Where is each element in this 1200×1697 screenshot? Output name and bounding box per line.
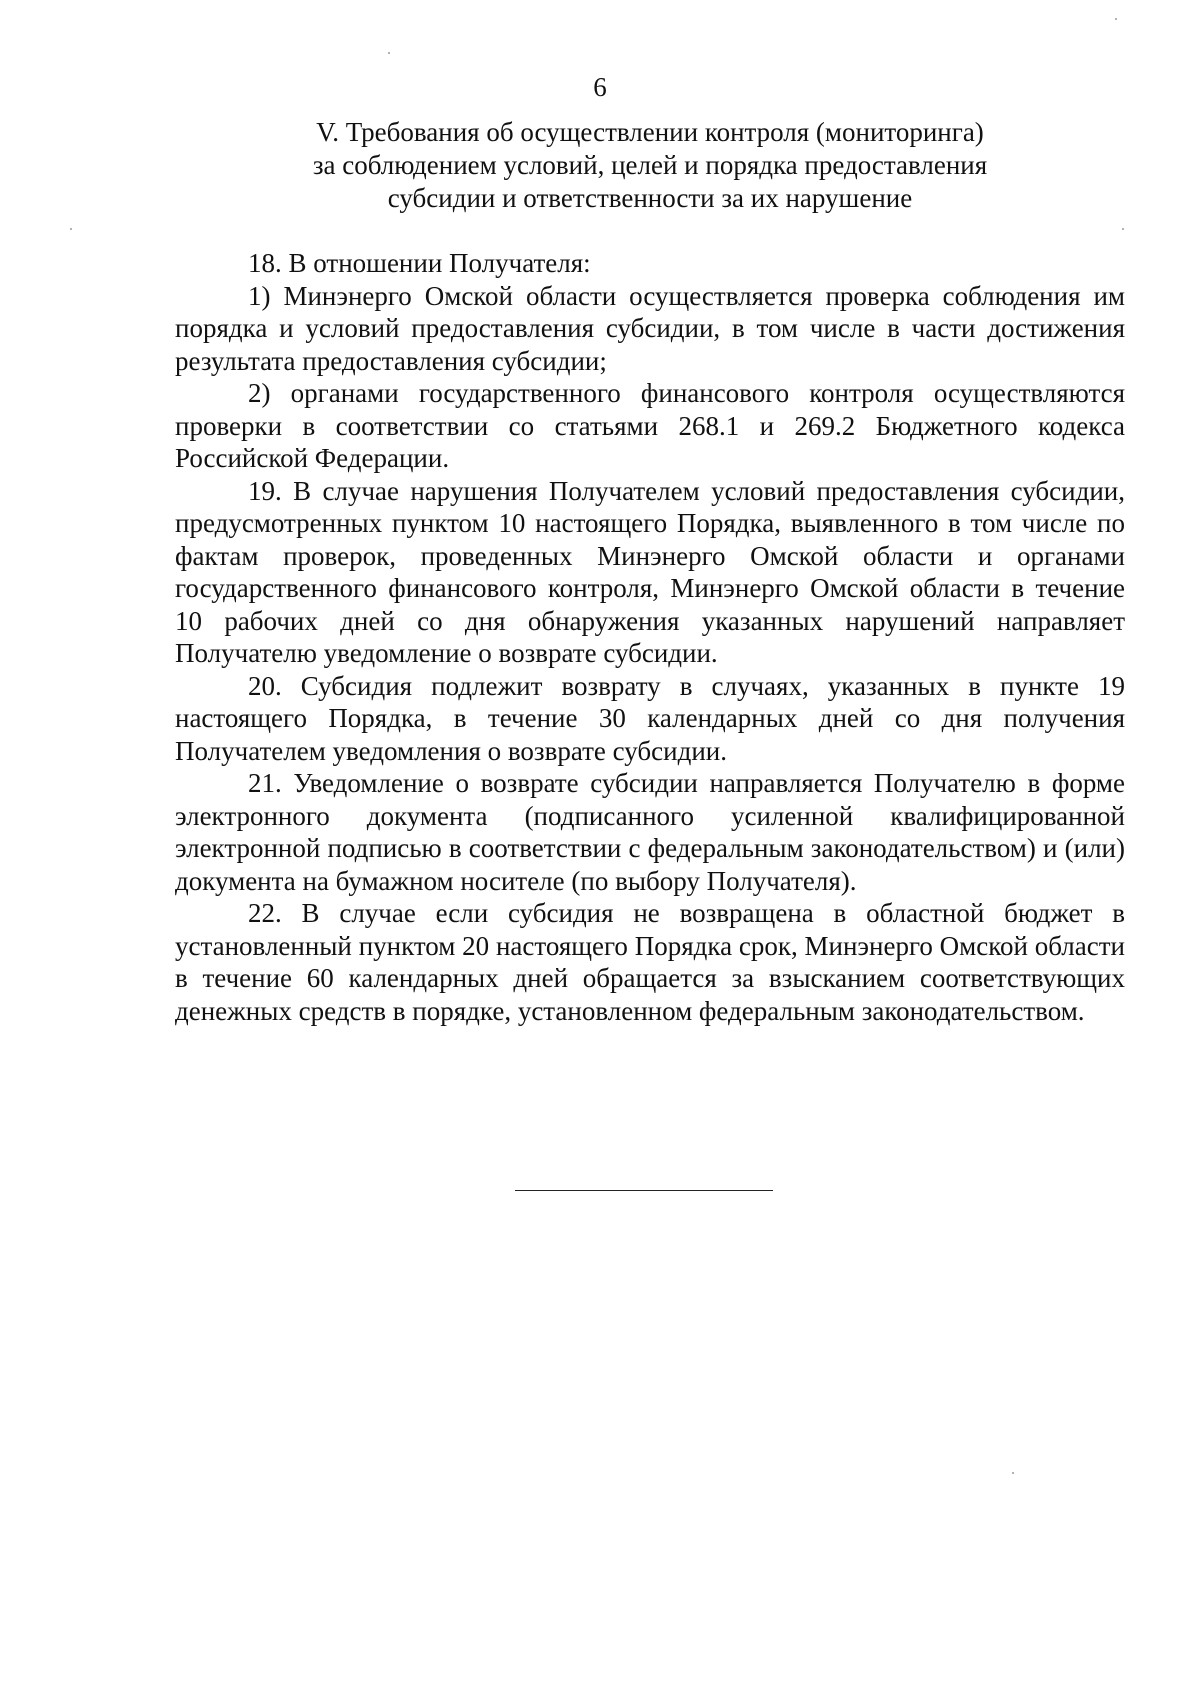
- paragraph-19: 19. В случае нарушения Получателем условий предоставления субсидии, предусмотренных пунктом 10 настоящего Порядка, выявленного в том числе по фактам проверок, проведенных Минэнерго Омской области и органами государственного финансового контроля, Минэнерго Омской области в течение 10 рабочих дней со дня обнаружения указанных нарушений направляет Получателю уведомление о возврате субсидии.: [175, 475, 1125, 668]
- document-body: [175, 247, 1125, 1027]
- scan-speck: [1122, 228, 1124, 230]
- paragraph-21: 21. Уведомление о возврате субсидии направляется Получателю в форме электронного документа (подписанного усиленной квалифицированной электронной подписью в соответствии с федеральным законодательством) и (или) документа на бумажном носителе (по выбору Получателя).: [175, 768, 1125, 896]
- section-title-line: субсидии и ответственности за их нарушение: [387, 183, 913, 213]
- paragraph-18-2: 2) органами государственного финансового контроля осуществляются проверки в соответствии со статьями 268.1 и 269.2 Бюджетного кодекса Российской Федерации.: [175, 378, 1125, 473]
- paragraph-18: 18. В отношении Получателя:: [248, 248, 591, 278]
- paragraph-18-1: 1) Минэнерго Омской области осуществляется проверка соблюдения им порядка и условий предоставления субсидии, в том числе в части достижения результата предоставления субсидии;: [175, 280, 1125, 376]
- scan-speck: [1012, 1472, 1014, 1474]
- section-title-line: V. Требования об осуществлении контроля (мониторинга): [316, 117, 984, 147]
- paragraph-20: 20. Субсидия подлежит возврату в случаях, указанных в пункте 19 настоящего Порядка, в течение 30 календарных дней со дня получения Получателем уведомления о возврате субсидии.: [175, 670, 1125, 766]
- scan-speck: [70, 228, 72, 230]
- section-title-line: за соблюдением условий, целей и порядка предоставления: [312, 150, 988, 180]
- scan-speck: [388, 52, 390, 54]
- page-number: 6: [593, 72, 607, 102]
- scan-speck: [1115, 18, 1117, 20]
- section-title: [250, 116, 1050, 215]
- closing-divider: [515, 1190, 773, 1191]
- paragraph-22: 22. В случае если субсидия не возвращена в областной бюджет в установленный пунктом 20 настоящего Порядка срок, Минэнерго Омской области в течение 60 календарных дней обращается за взысканием соответствующих денежных средств в порядке, установленном федеральным законодательством.: [175, 898, 1125, 1026]
